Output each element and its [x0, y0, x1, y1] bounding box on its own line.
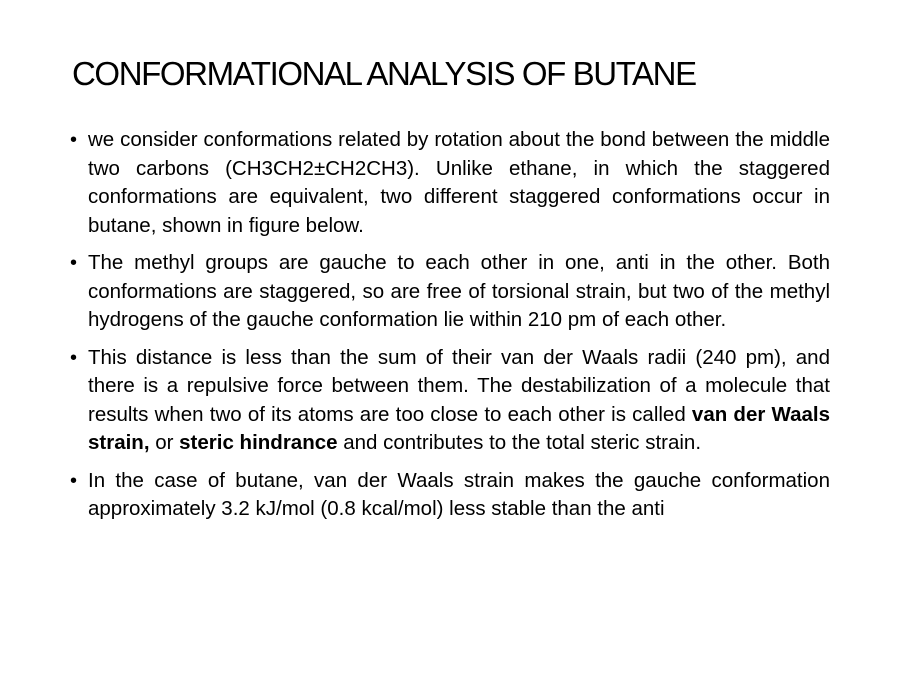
bullet-glyph: •: [70, 252, 78, 274]
bullet-glyph: •: [70, 129, 78, 151]
text-segment: and contributes to the total steric strain.: [337, 431, 702, 454]
bullet-text: The methyl groups are gauche to each other in one, anti in the other. Both conformations are staggered, so are free of torsional strain, but two of the methyl hydrogens of the gauche conformation lie within 210 pm of each other.: [88, 251, 830, 331]
term-van-der-waals-strain: van der Waals strain,: [88, 402, 831, 454]
term-steric-hindrance: steric hindrance: [179, 431, 338, 454]
bullet-item-3: [70, 344, 830, 458]
bullet-item-2: [70, 249, 830, 335]
text-segment: This distance is less than the sum of their van der Waals radii (240 pm), and there is a repulsive force between them. The destabilization of a molecule that results when two of its atoms are too close to each other is called: [88, 345, 830, 426]
bullet-glyph: •: [70, 346, 78, 369]
bullet-text: In the case of butane, van der Waals strain makes the gauche conformation approximately 3.2 kJ/mol (0.8 kcal/mol) less stable than the anti: [88, 468, 830, 520]
bullet-text: [88, 346, 830, 455]
bullet-list: [70, 126, 830, 533]
bullet-text: we consider conformations related by rotation about the bond between the middle two carbons (CH3CH2±CH2CH3). Unlike ethane, in which the staggered conformations are equivalent, two different staggered conformations occur in butane, shown in figure below.: [88, 128, 830, 237]
bullet-item-4: [70, 467, 830, 524]
bullet-glyph: •: [70, 469, 78, 492]
text-segment: or: [149, 431, 180, 454]
slide-title: CONFORMATIONAL ANALYSIS OF BUTANE: [72, 55, 696, 92]
bullet-item-1: [70, 126, 830, 240]
